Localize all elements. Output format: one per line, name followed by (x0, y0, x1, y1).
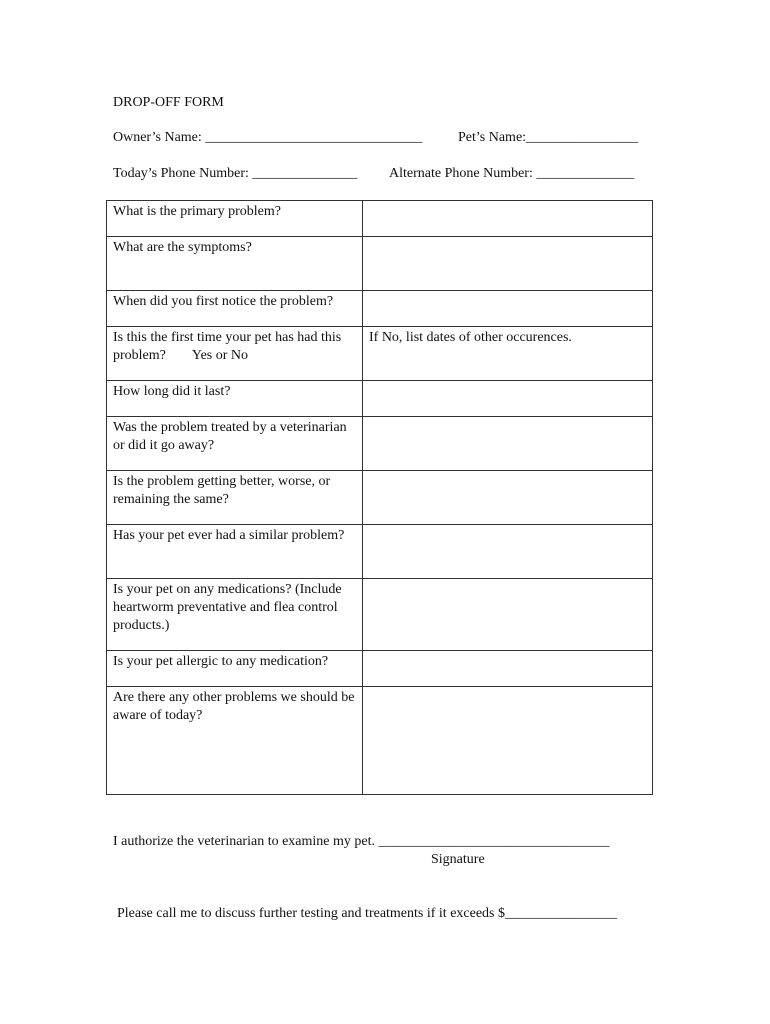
answer-cell[interactable] (363, 381, 653, 417)
answer-cell[interactable] (363, 579, 653, 651)
answer-cell[interactable] (363, 687, 653, 795)
table-row (107, 237, 653, 291)
question-cell: Is the problem getting better, worse, or remaining the same? (107, 471, 363, 525)
table-row (107, 687, 653, 795)
table-row (107, 201, 653, 237)
question-cell: Has your pet ever had a similar problem? (107, 525, 363, 579)
questions-table (106, 200, 653, 795)
pet-name-field[interactable]: Pet’s Name:________________ (458, 130, 639, 145)
question-cell: Are there any other problems we should be aware of today? (107, 687, 363, 795)
answer-cell[interactable] (363, 471, 653, 525)
question-cell (107, 327, 363, 381)
answer-cell[interactable] (363, 237, 653, 291)
table-row (107, 525, 653, 579)
yes-no-option: Yes or No (191, 348, 249, 363)
table-row (107, 471, 653, 525)
signature-label: Signature (431, 852, 485, 867)
table-row (107, 651, 653, 687)
table-row (107, 291, 653, 327)
answer-cell[interactable] (363, 417, 653, 471)
owner-name-field[interactable]: Owner’s Name: _______________________________ (113, 130, 423, 145)
alternate-phone-field[interactable]: Alternate Phone Number: ______________ (389, 166, 635, 181)
question-cell: What are the symptoms? (107, 237, 363, 291)
answer-cell[interactable] (363, 525, 653, 579)
table-row (107, 579, 653, 651)
authorization-signature-field[interactable]: I authorize the veterinarian to examine my pet. _________________________________ (113, 834, 610, 849)
table-row (107, 417, 653, 471)
answer-cell[interactable] (363, 291, 653, 327)
question-cell: Is your pet on any medications? (Include heartworm preventative and flea control products.) (107, 579, 363, 651)
question-cell: How long did it last? (107, 381, 363, 417)
answer-cell[interactable]: If No, list dates of other occurences. (363, 327, 653, 381)
phone-number-field[interactable]: Today’s Phone Number: _______________ (113, 166, 358, 181)
question-cell: What is the primary problem? (107, 201, 363, 237)
table-row (107, 327, 653, 381)
cost-limit-field[interactable]: Please call me to discuss further testing and treatments if it exceeds $________________ (117, 906, 617, 921)
table-row (107, 381, 653, 417)
question-cell: Was the problem treated by a veterinarian or did it go away? (107, 417, 363, 471)
question-text: Is this the first time your pet has had this problem? (113, 330, 342, 363)
form-title: DROP-OFF FORM (113, 95, 224, 110)
answer-cell[interactable] (363, 201, 653, 237)
question-cell: Is your pet allergic to any medication? (107, 651, 363, 687)
answer-cell[interactable] (363, 651, 653, 687)
question-cell: When did you first notice the problem? (107, 291, 363, 327)
